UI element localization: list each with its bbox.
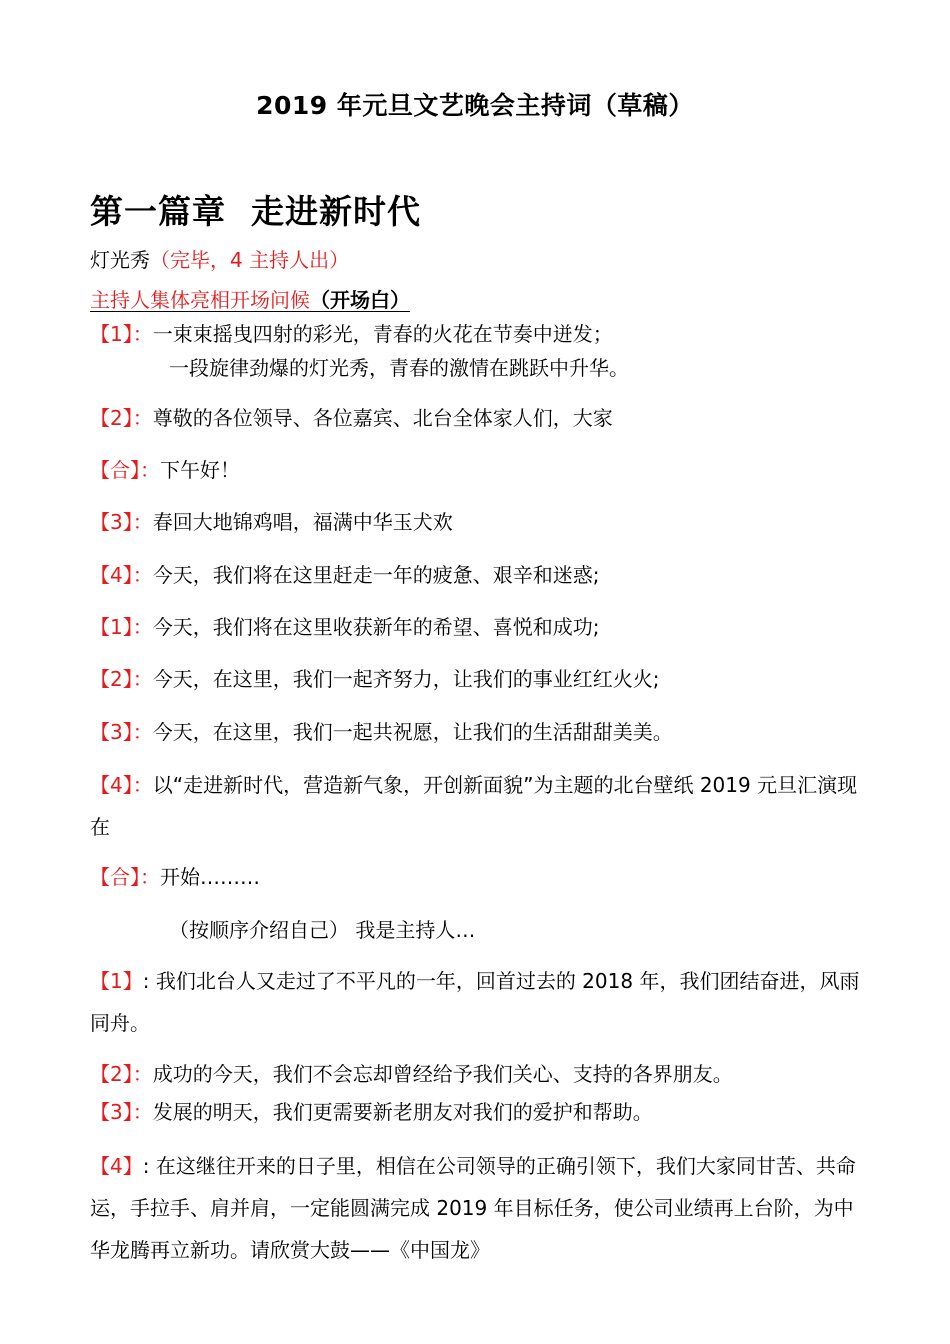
speaker-tag: 【2】： (90, 667, 153, 691)
section-heading (90, 286, 410, 314)
dialogue-text: 尊敬的各位领导、各位嘉宾、北台全体家人们，大家 (152, 406, 613, 430)
speaker-tag: 【合】： (90, 458, 160, 482)
dialogue-text: : 我们北台人又走过了不平凡的一年，回首过去的 2018 年，我们团结奋进，风雨同舟。 (90, 969, 860, 1035)
speaker-tag: 【3】： (90, 1100, 153, 1124)
speaker-tag: 【1】： (90, 322, 153, 346)
dialogue-text: 一束束摇曳四射的彩光，青春的火花在节奏中迸发； (152, 322, 613, 346)
stage-direction: （按顺序介绍自己） 我是主持人… (169, 918, 476, 942)
speaker-tag: 【1】 (90, 969, 143, 993)
dialogue-line (90, 456, 240, 484)
dialogue-line (90, 561, 599, 589)
dialogue-text: 发展的明天，我们更需要新老朋友对我们的爱护和帮助。 (152, 1100, 653, 1124)
dialogue-line (90, 404, 613, 432)
speaker-tag: 【合】： (90, 865, 160, 889)
speaker-tag: 【2】： (90, 1062, 153, 1086)
speaker-tag: 【1】： (90, 615, 153, 639)
speaker-tag: 【4】： (90, 563, 153, 587)
dialogue-text: 开始……… (160, 865, 260, 889)
dialogue-text: 今天，我们将在这里赶走一年的疲惫、艰辛和迷惑; (152, 563, 600, 587)
cue-note: （完毕，4 主持人出） (150, 248, 350, 272)
dialogue-line (90, 1098, 653, 1126)
dialogue-text: 今天，我们将在这里收获新年的希望、喜悦和成功; (152, 615, 600, 639)
chapter-heading: 第一篇章 走进新时代 (90, 192, 421, 231)
speaker-tag: 【4】： (90, 773, 153, 797)
dialogue-line (90, 613, 599, 641)
dialogue-line (90, 718, 673, 746)
dialogue-text: 以“走进新时代，营造新气象，开创新面貌”为主题的北台壁纸 2019 元旦汇演现在 (90, 773, 858, 839)
speaker-tag: 【3】： (90, 510, 153, 534)
speaker-tag: 【4】 (90, 1154, 143, 1178)
dialogue-text: 今天，在这里，我们一起共祝愿，让我们的生活甜甜美美。 (152, 720, 673, 744)
dialogue-line (90, 863, 260, 891)
dialogue-paragraph (90, 960, 865, 1044)
dialogue-text: : 在这继往开来的日子里，相信在公司领导的正确引领下，我们大家同甘苦、共命运，手拉手、肩并肩，一定能圆满完成 2019 年目标任务，使公司业绩再上台阶，为中华龙腾再立新功。请欣赏大鼓——《中国龙》 (90, 1154, 856, 1262)
dialogue-paragraph (90, 764, 865, 848)
document-title: 2019 年元旦文艺晚会主持词（草稿） (256, 91, 694, 120)
dialogue-line (90, 508, 453, 536)
dialogue-text: 成功的今天，我们不会忘却曾经给予我们关心、支持的各界朋友。 (152, 1062, 733, 1086)
section-heading-red: 主持人集体亮相开场问候 (90, 288, 310, 312)
speaker-tag: 【2】： (90, 406, 153, 430)
dialogue-line (90, 1060, 733, 1088)
dialogue-text: 春回大地锦鸡唱，福满中华玉犬欢 (152, 510, 453, 534)
dialogue-text: 下午好！ (160, 458, 240, 482)
dialogue-line (90, 320, 613, 348)
dialogue-line (169, 354, 629, 382)
dialogue-line (90, 665, 659, 693)
dialogue-text: 一段旋律劲爆的灯光秀，青春的激情在跳跃中升华。 (169, 356, 629, 380)
section-heading-bold: （开场白） (310, 288, 410, 312)
dialogue-paragraph (90, 1145, 865, 1271)
cue-line (90, 246, 349, 274)
cue-text: 灯光秀 (90, 248, 150, 272)
dialogue-text: 今天，在这里，我们一起齐努力，让我们的事业红红火火; (152, 667, 660, 691)
speaker-tag: 【3】： (90, 720, 153, 744)
